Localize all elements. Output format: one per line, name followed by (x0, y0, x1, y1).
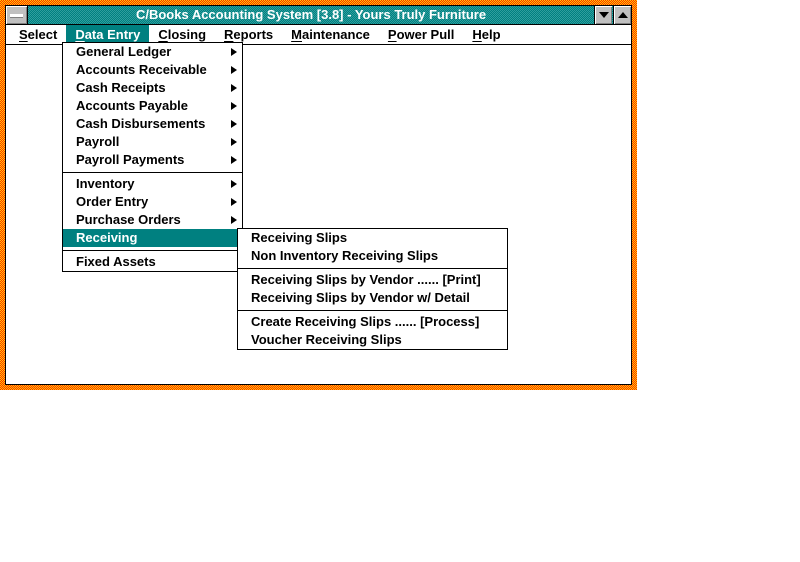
menu-data-entry-label: ata Entry (84, 27, 141, 42)
menu-item-general-ledger[interactable] (63, 43, 242, 61)
submenu-arrow-icon (231, 198, 237, 206)
menu-maintenance[interactable] (282, 25, 379, 44)
menu-help[interactable] (463, 25, 509, 44)
menu-item-accounts-receivable[interactable] (63, 61, 242, 79)
window-title: C/Books Accounting System [3.8] - Yours Truly Furniture (135, 7, 487, 22)
menu-item-cash-disbursements[interactable] (63, 115, 242, 133)
menu-item-label: Receiving Slips by Vendor ...... [Print] (251, 272, 481, 287)
menu-item-label: Receiving (76, 230, 138, 245)
menu-item-label: Voucher Receiving Slips (251, 332, 402, 347)
receiving-submenu (237, 228, 508, 350)
menu-item-non-inventory-receiving-slips[interactable] (238, 247, 507, 265)
menu-item-label: Inventory (76, 176, 135, 191)
system-menu-dash-icon (10, 14, 23, 17)
menu-item-fixed-assets[interactable] (63, 253, 242, 271)
submenu-arrow-icon (231, 138, 237, 146)
menu-item-create-receiving-slips-process[interactable] (238, 313, 507, 331)
menu-data-entry-mnemonic: D (75, 27, 85, 42)
menu-item-label: Payroll Payments (76, 152, 185, 167)
menu-reports-mnemonic: R (224, 27, 234, 42)
menu-item-label: Accounts Receivable (76, 62, 207, 77)
submenu-arrow-icon (231, 120, 237, 128)
submenu-arrow-icon (231, 66, 237, 74)
submenu-arrow-icon (231, 84, 237, 92)
submenu-arrow-icon (231, 216, 237, 224)
submenu-arrow-icon (231, 48, 237, 56)
menu-power-pull-label: ower Pull (396, 27, 455, 42)
menu-item-label: General Ledger (76, 44, 172, 59)
menu-closing-mnemonic: C (158, 27, 168, 42)
submenu-arrow-icon (231, 180, 237, 188)
menu-item-label: Non Inventory Receiving Slips (251, 248, 439, 263)
menu-item-label: Create Receiving Slips ...... [Process] (251, 314, 480, 329)
menu-item-label: Accounts Payable (76, 98, 188, 113)
menu-item-payroll-payments[interactable] (63, 151, 242, 169)
menu-item-purchase-orders[interactable] (63, 211, 242, 229)
menu-power-pull[interactable] (379, 25, 463, 44)
up-arrow-icon (618, 12, 628, 18)
menu-select-label: elect (27, 27, 58, 42)
menu-item-label: Cash Disbursements (76, 116, 206, 131)
menu-item-voucher-receiving-slips[interactable] (238, 331, 507, 349)
menu-item-receiving-slips-by-vendor-print[interactable] (238, 271, 507, 289)
menu-item-label: Receiving Slips by Vendor w/ Detail (251, 290, 470, 305)
menu-item-cash-receipts[interactable] (63, 79, 242, 97)
menu-item-receiving[interactable] (63, 229, 242, 247)
menu-help-label: elp (481, 27, 501, 42)
menu-item-payroll[interactable] (63, 133, 242, 151)
menu-item-label: Cash Receipts (76, 80, 166, 95)
data-entry-dropdown-menu (62, 42, 243, 272)
menu-maintenance-mnemonic: M (291, 27, 302, 42)
menu-power-pull-mnemonic: P (387, 27, 397, 42)
menu-item-label: Receiving Slips (251, 230, 348, 245)
menu-item-label: Payroll (76, 134, 120, 149)
menu-closing-label: losing (167, 27, 207, 42)
menu-item-label: Fixed Assets (76, 254, 156, 269)
system-menu-button[interactable] (6, 6, 28, 24)
menu-item-order-entry[interactable] (63, 193, 242, 211)
down-arrow-icon (599, 12, 609, 18)
menu-item-label: Purchase Orders (76, 212, 181, 227)
menu-reports-label: eports (233, 27, 274, 42)
menu-item-receiving-slips[interactable] (238, 229, 507, 247)
menu-item-inventory[interactable] (63, 175, 242, 193)
titlebar (6, 6, 631, 25)
menu-item-accounts-payable[interactable] (63, 97, 242, 115)
menu-maintenance-label: aintenance (301, 27, 370, 42)
menu-select[interactable] (10, 25, 66, 44)
submenu-arrow-icon (231, 102, 237, 110)
minimize-button[interactable] (594, 6, 612, 24)
menu-help-mnemonic: H (472, 27, 482, 42)
menu-item-label: Order Entry (76, 194, 149, 209)
maximize-button[interactable] (613, 6, 631, 24)
menu-item-receiving-slips-by-vendor-detail[interactable] (238, 289, 507, 307)
submenu-arrow-icon (231, 156, 237, 164)
menu-select-mnemonic: S (19, 27, 28, 42)
